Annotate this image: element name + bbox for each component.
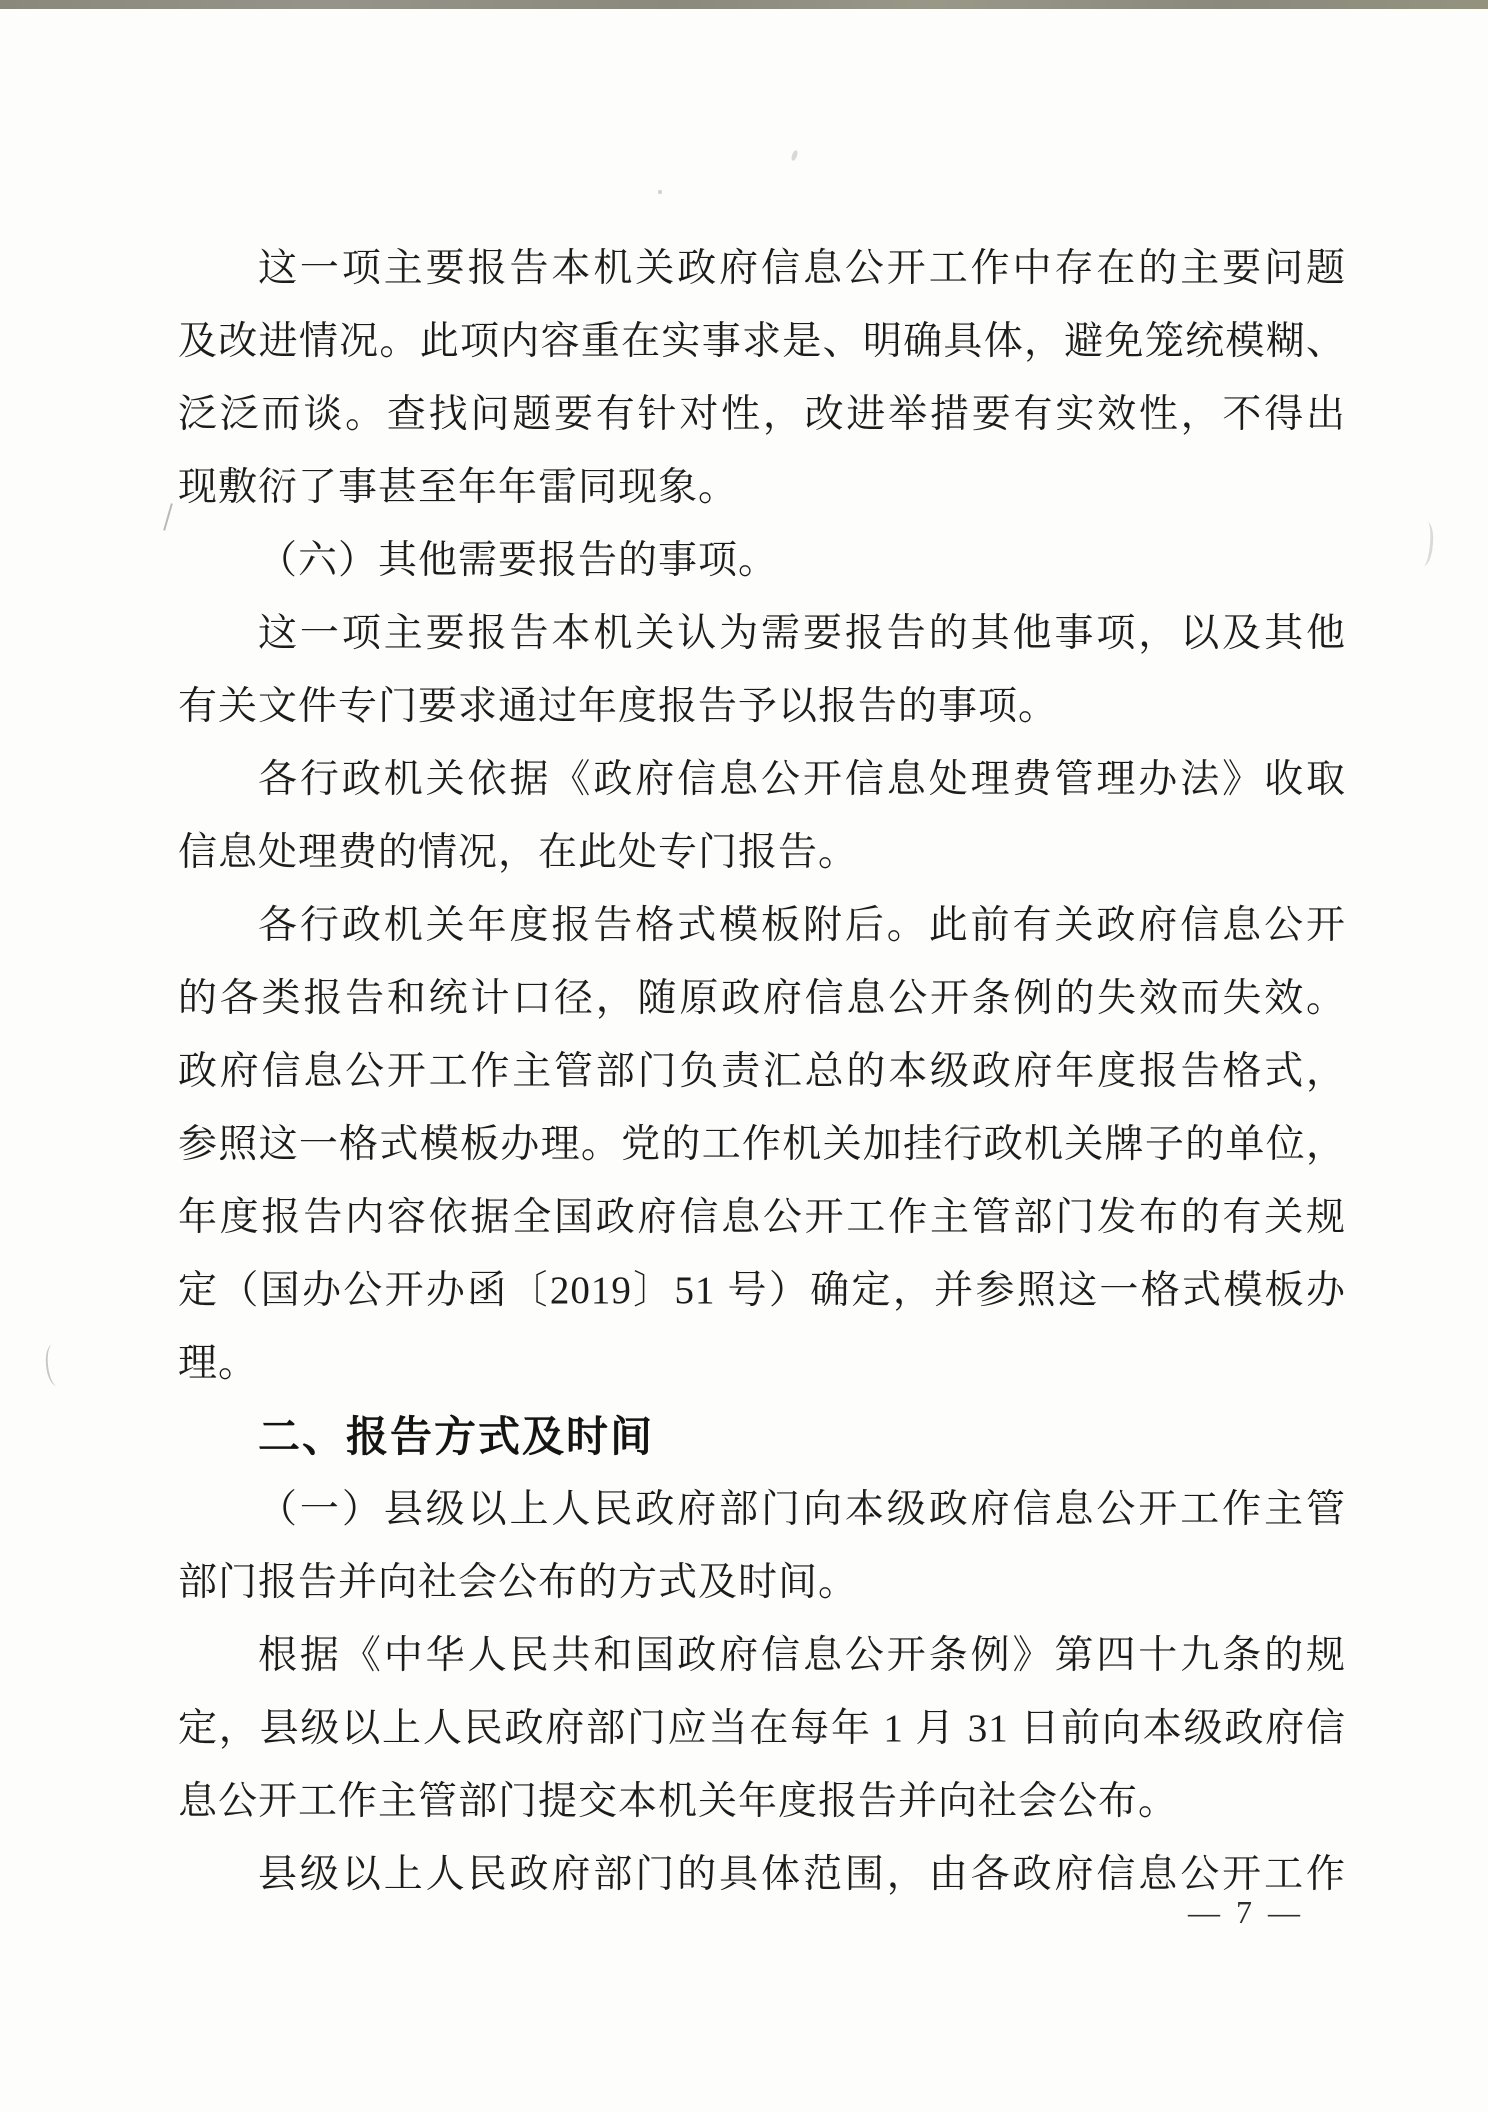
text-line: 政府信息公开工作主管部门负责汇总的本级政府年度报告格式， — [178, 1050, 1346, 1093]
text-line: 年度报告内容依据全国政府信息公开工作主管部门发布的有关规 — [178, 1196, 1346, 1239]
text-line: 参照这一格式模板办理。党的工作机关加挂行政机关牌子的单位， — [178, 1123, 1346, 1166]
text-line: 这一项主要报告本机关认为需要报告的其他事项，以及其他 — [258, 612, 1346, 655]
text-line: 理。 — [178, 1342, 259, 1385]
text-line: 泛泛而谈。查找问题要有针对性，改进举措要有实效性，不得出 — [178, 393, 1346, 436]
scan-artifact-smudge — [1416, 521, 1435, 566]
text-line: 根据《中华人民共和国政府信息公开条例》第四十九条的规 — [258, 1634, 1346, 1677]
text-line: 各行政机关年度报告格式模板附后。此前有关政府信息公开 — [258, 904, 1346, 947]
scan-artifact-paren — [44, 1343, 66, 1387]
text-line: 各行政机关依据《政府信息公开信息处理费管理办法》收取 — [258, 758, 1346, 801]
text-line: 定（国办公开办函〔2019〕51 号）确定，并参照这一格式模板办 — [178, 1269, 1346, 1312]
scan-artifact-speck — [790, 149, 798, 161]
text-line: （一）县级以上人民政府部门向本级政府信息公开工作主管 — [258, 1488, 1346, 1531]
text-line: 的各类报告和统计口径，随原政府信息公开条例的失效而失效。 — [178, 977, 1346, 1020]
text-line: 这一项主要报告本机关政府信息公开工作中存在的主要问题 — [258, 247, 1346, 290]
scan-artifact-slash — [163, 503, 173, 530]
text-line: 及改进情况。此项内容重在实事求是、明确具体，避免笼统模糊、 — [178, 320, 1346, 363]
text-line: 息公开工作主管部门提交本机关年度报告并向社会公布。 — [178, 1780, 1179, 1823]
text-line: 县级以上人民政府部门的具体范围，由各政府信息公开工作 — [258, 1853, 1346, 1896]
text-line: 有关文件专门要求通过年度报告予以报告的事项。 — [178, 685, 1059, 728]
page-number: — 7 — — [1188, 1894, 1304, 1930]
text-line: （六）其他需要报告的事项。 — [258, 539, 779, 582]
text-line: 定，县级以上人民政府部门应当在每年 1 月 31 日前向本级政府信 — [178, 1707, 1346, 1750]
text-line: 现敷衍了事甚至年年雷同现象。 — [178, 466, 739, 509]
text-line: 信息处理费的情况，在此处专门报告。 — [178, 831, 859, 874]
scan-edge-strip — [0, 0, 1488, 9]
scan-artifact-dot — [658, 190, 662, 194]
section-heading: 二、报告方式及时间 — [258, 1413, 655, 1460]
document-body — [178, 232, 1346, 1911]
text-line: 部门报告并向社会公布的方式及时间。 — [178, 1561, 859, 1604]
